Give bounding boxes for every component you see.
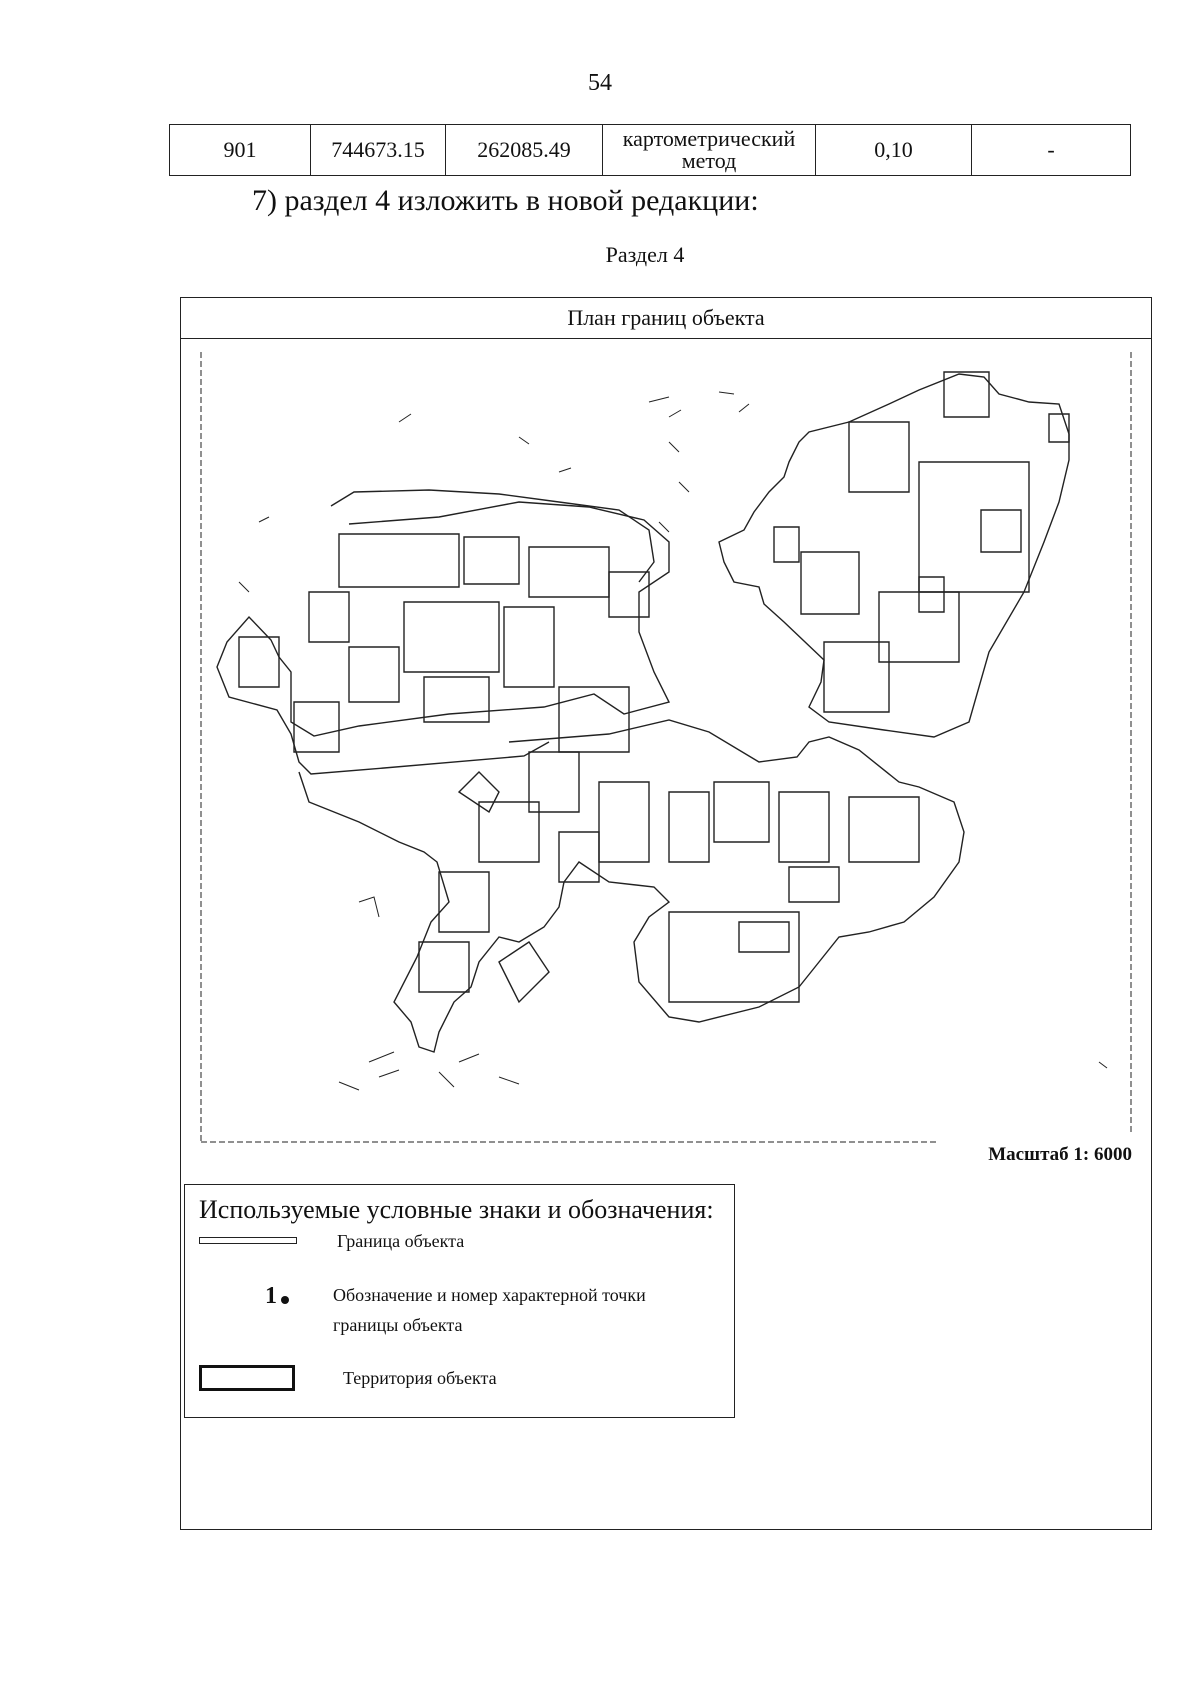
- parcel: [1049, 414, 1069, 442]
- legend-label-territory: Территория объекта: [343, 1368, 497, 1388]
- parcel: [849, 422, 909, 492]
- coordinate-table: [169, 124, 1131, 176]
- fragment: [659, 442, 689, 532]
- plan-title: План границ объекта: [181, 298, 1151, 339]
- parcel: [789, 867, 839, 902]
- method-line-2: метод: [681, 148, 737, 173]
- parcel: [609, 572, 649, 617]
- parcel: [559, 832, 599, 882]
- fragment: [339, 1052, 399, 1090]
- parcel: [349, 647, 399, 702]
- parcel: [499, 942, 549, 1002]
- parcel: [309, 592, 349, 642]
- west-cluster-outline: [217, 502, 669, 774]
- parcel: [439, 872, 489, 932]
- parcel: [981, 510, 1021, 552]
- point-number-cell: 901: [170, 125, 311, 176]
- legend-label-point-line1: Обозначение и номер характерной точки: [333, 1285, 646, 1305]
- note-cell: -: [972, 125, 1131, 176]
- parcel: [669, 912, 799, 1002]
- fragment: [399, 414, 571, 472]
- parcel: [464, 537, 519, 584]
- fragment: [439, 1054, 519, 1087]
- fragment: [649, 392, 749, 417]
- parcel: [339, 534, 459, 587]
- page-number: 54: [588, 70, 612, 96]
- central-cluster-outline: [299, 720, 964, 1052]
- parcel: [919, 577, 944, 612]
- boundary-line-symbol: [199, 1237, 297, 1244]
- parcel: [529, 547, 609, 597]
- parcel: [919, 462, 1029, 592]
- parcel: [779, 792, 829, 862]
- parcel: [739, 922, 789, 952]
- parcel: [849, 797, 919, 862]
- scale-label: Масштаб 1: 6000: [988, 1144, 1132, 1165]
- ne-cluster-outline: [719, 374, 1069, 737]
- method-line-1: картометрический: [622, 126, 796, 151]
- legend-box: [184, 1184, 735, 1418]
- fragment: [359, 897, 379, 917]
- parcel: [801, 552, 859, 614]
- fragment: [239, 517, 269, 592]
- west-sandbank-outline: [331, 490, 654, 582]
- parcel: [559, 687, 629, 752]
- legend-label-point-line2: границы объекта: [333, 1315, 463, 1335]
- point-number-symbol: 1: [265, 1283, 277, 1309]
- parcel: [529, 752, 579, 812]
- boundary-map: [199, 342, 1133, 1172]
- parcel: [774, 527, 799, 562]
- parcel: [459, 772, 499, 812]
- parcel: [669, 792, 709, 862]
- y-coordinate-cell: 262085.49: [446, 125, 603, 176]
- method-cell: [603, 125, 816, 176]
- parcel: [504, 607, 554, 687]
- section-heading: Раздел 4: [605, 242, 685, 267]
- parcel: [424, 677, 489, 722]
- table-row: [170, 125, 1131, 176]
- territory-rect-symbol: [199, 1365, 295, 1391]
- parcel: [294, 702, 339, 752]
- legend-title: Используемые условные знаки и обозначения:: [199, 1195, 714, 1224]
- parcel: [599, 782, 649, 862]
- parcel: [714, 782, 769, 842]
- parcel: [419, 942, 469, 992]
- parcel: [404, 602, 499, 672]
- legend-label-boundary: Граница объекта: [337, 1231, 465, 1251]
- map-frame: [201, 352, 1131, 1142]
- accuracy-cell: 0,10: [816, 125, 972, 176]
- fragment: [1099, 1062, 1107, 1068]
- x-coordinate-cell: 744673.15: [311, 125, 446, 176]
- point-marker-icon: [281, 1296, 289, 1304]
- parcel: [944, 372, 989, 417]
- instruction-text: 7) раздел 4 изложить в новой редакции:: [252, 184, 759, 217]
